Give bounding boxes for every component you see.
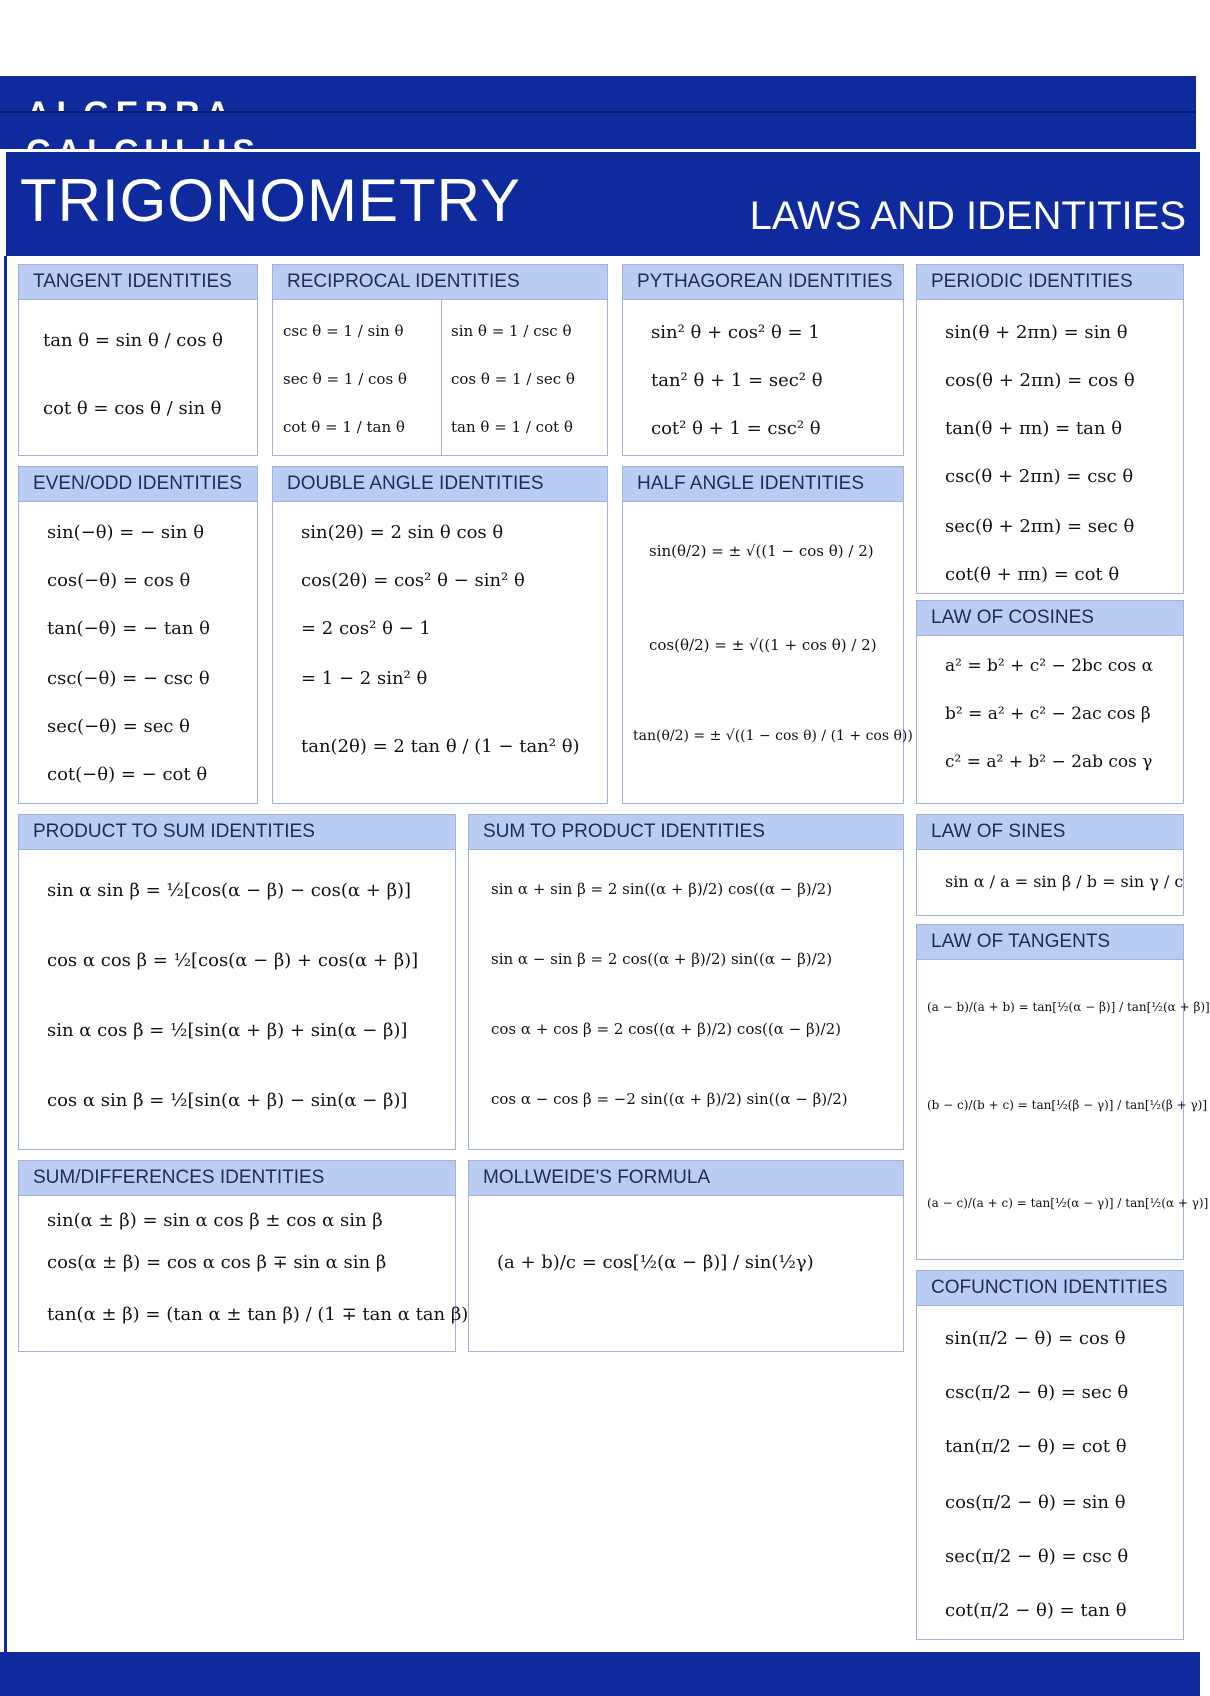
panel-law-of-tangents bbox=[916, 924, 1210, 1260]
ghost-calculus bbox=[26, 134, 261, 149]
formula: csc(π/2 − θ) = sec θ bbox=[945, 1382, 1129, 1403]
panel-law-of-sines bbox=[916, 814, 1184, 916]
formula: cos(π/2 − θ) = sin θ bbox=[945, 1492, 1126, 1513]
formula: sin α / a = sin β / b = sin γ / c bbox=[945, 872, 1184, 891]
formula: cot² θ + 1 = csc² θ bbox=[651, 418, 821, 439]
panel-heading: SUM TO PRODUCT IDENTITIES bbox=[469, 815, 903, 850]
panel-heading: SUM/DIFFERENCES IDENTITIES bbox=[19, 1161, 455, 1196]
formula: tan(−θ) = − tan θ bbox=[47, 618, 210, 639]
panel-heading: PYTHAGOREAN IDENTITIES bbox=[623, 265, 903, 300]
formula: sec(−θ) = sec θ bbox=[47, 716, 190, 737]
formula: cos α cos β = ½[cos(α − β) + cos(α + β)] bbox=[47, 950, 419, 971]
panel-periodic-identities bbox=[916, 264, 1184, 594]
panel-heading: HALF ANGLE IDENTITIES bbox=[623, 467, 903, 502]
formula: sin α + sin β = 2 sin((α + β)/2) cos((α − β)/2) bbox=[491, 880, 833, 898]
formula: csc(−θ) = − csc θ bbox=[47, 668, 210, 689]
panel-heading: DOUBLE ANGLE IDENTITIES bbox=[273, 467, 607, 502]
panel-heading: LAW OF COSINES bbox=[917, 601, 1183, 636]
formula: (a + b)/c = cos[½(α − β)] / sin(½γ) bbox=[497, 1252, 814, 1273]
panel-heading: LAW OF TANGENTS bbox=[917, 925, 1183, 960]
panel-body bbox=[273, 300, 607, 456]
panel-heading: PERIODIC IDENTITIES bbox=[917, 265, 1183, 300]
panel-tangent-identities bbox=[18, 264, 258, 456]
panel-sum-differences-identities bbox=[18, 1160, 469, 1352]
formula: sec(π/2 − θ) = csc θ bbox=[945, 1546, 1129, 1567]
formula: cot(π/2 − θ) = tan θ bbox=[945, 1600, 1127, 1621]
page-title: TRIGONOMETRY bbox=[20, 167, 521, 234]
panel-even-odd-identities bbox=[18, 466, 258, 804]
formula: csc θ = 1 / sin θ bbox=[283, 322, 404, 340]
formula: cos α + cos β = 2 cos((α + β)/2) cos((α − β)/2) bbox=[491, 1020, 841, 1038]
formula: cos(2θ) = cos² θ − sin² θ bbox=[301, 570, 525, 591]
formula: c² = a² + b² − 2ab cos γ bbox=[945, 752, 1153, 772]
formula: sin(−θ) = − sin θ bbox=[47, 522, 205, 543]
formula: tan θ = 1 / cot θ bbox=[451, 418, 573, 436]
formula: sin(θ/2) = ± √((1 − cos θ) / 2) bbox=[649, 542, 874, 560]
formula: cot(−θ) = − cot θ bbox=[47, 764, 208, 785]
formula: cos(θ/2) = ± √((1 + cos θ) / 2) bbox=[649, 636, 877, 654]
panel-cofunction-identities bbox=[916, 1270, 1184, 1640]
formula: cot(θ + πn) = cot θ bbox=[945, 564, 1120, 585]
panel-heading: COFUNCTION IDENTITIES bbox=[917, 1271, 1183, 1306]
formula: cos(θ + 2πn) = cos θ bbox=[945, 370, 1135, 391]
formula: tan(θ/2) = ± √((1 − cos θ) / (1 + cos θ)) bbox=[633, 728, 913, 744]
formula: cot θ = cos θ / sin θ bbox=[43, 398, 222, 419]
formula: sin(2θ) = 2 sin θ cos θ bbox=[301, 522, 504, 543]
formula: a² = b² + c² − 2bc cos α bbox=[945, 656, 1154, 676]
formula: tan(π/2 − θ) = cot θ bbox=[945, 1436, 1127, 1457]
formula: sin(α ± β) = sin α cos β ± cos α sin β bbox=[47, 1210, 383, 1231]
formula: sec(θ + 2πn) = sec θ bbox=[945, 516, 1135, 537]
panel-heading: RECIPROCAL IDENTITIES bbox=[273, 265, 607, 300]
panel-half-angle-identities bbox=[622, 466, 913, 804]
panel-sum-to-product-identities bbox=[468, 814, 904, 1150]
formula: cos(−θ) = cos θ bbox=[47, 570, 191, 591]
formula: csc(θ + 2πn) = csc θ bbox=[945, 466, 1134, 487]
panel-heading: TANGENT IDENTITIES bbox=[19, 265, 257, 300]
panel-heading: PRODUCT TO SUM IDENTITIES bbox=[19, 815, 455, 850]
formula: tan² θ + 1 = sec² θ bbox=[651, 370, 823, 391]
formula: tan θ = sin θ / cos θ bbox=[43, 330, 224, 351]
formula: cot θ = 1 / tan θ bbox=[283, 418, 405, 436]
formula: sin α cos β = ½[sin(α + β) + sin(α − β)] bbox=[47, 1020, 408, 1041]
formula: b² = a² + c² − 2ac cos β bbox=[945, 704, 1151, 724]
panel-law-of-cosines bbox=[916, 600, 1184, 804]
formula: (a − c)/(a + c) = tan[½(α − γ)] / tan[½(α + γ)] bbox=[927, 1196, 1209, 1210]
page-header bbox=[6, 152, 1200, 256]
formula: sin² θ + cos² θ = 1 bbox=[651, 322, 820, 343]
formula: sin(π/2 − θ) = cos θ bbox=[945, 1328, 1126, 1349]
panel-mollweide-formula bbox=[468, 1160, 904, 1352]
formula: tan(2θ) = 2 tan θ / (1 − tan² θ) bbox=[301, 736, 580, 757]
formula: = 2 cos² θ − 1 bbox=[301, 618, 431, 639]
panel-reciprocal-identities bbox=[272, 264, 608, 456]
formula: cos θ = 1 / sec θ bbox=[451, 370, 575, 388]
formula: sin α − sin β = 2 cos((α + β)/2) sin((α − β)/2) bbox=[491, 950, 833, 968]
formula: cos α sin β = ½[sin(α + β) − sin(α − β)] bbox=[47, 1090, 408, 1111]
panel-pythagorean-identities bbox=[622, 264, 904, 456]
formula: = 1 − 2 sin² θ bbox=[301, 668, 428, 689]
formula: cos(α ± β) = cos α cos β ∓ sin α sin β bbox=[47, 1252, 387, 1273]
panel-double-angle-identities bbox=[272, 466, 608, 804]
formula: (b − c)/(b + c) = tan[½(β − γ)] / tan[½(β + γ)] bbox=[927, 1098, 1208, 1112]
ghost-algebra bbox=[26, 96, 236, 112]
formula: sin θ = 1 / csc θ bbox=[451, 322, 572, 340]
formula: tan(θ + πn) = tan θ bbox=[945, 418, 1123, 439]
left-rule bbox=[4, 256, 7, 1652]
formula: sin(θ + 2πn) = sin θ bbox=[945, 322, 1128, 343]
page-subtitle: LAWS AND IDENTITIES bbox=[749, 194, 1186, 238]
panel-heading: MOLLWEIDE'S FORMULA bbox=[469, 1161, 903, 1196]
formula: tan(α ± β) = (tan α ± tan β) / (1 ∓ tan α tan β) bbox=[47, 1304, 469, 1325]
formula: (a − b)/(a + b) = tan[½(α − β)] / tan[½(α + β)] bbox=[927, 1000, 1210, 1014]
formula: cos α − cos β = −2 sin((α + β)/2) sin((α − β)/2) bbox=[491, 1090, 848, 1108]
formula: sec θ = 1 / cos θ bbox=[283, 370, 407, 388]
panel-heading: EVEN/ODD IDENTITIES bbox=[19, 467, 257, 502]
column-divider bbox=[441, 300, 442, 456]
panel-product-to-sum-identities bbox=[18, 814, 456, 1150]
panel-heading: LAW OF SINES bbox=[917, 815, 1183, 850]
page-footer bbox=[0, 1652, 1200, 1696]
formula: sin α sin β = ½[cos(α − β) − cos(α + β)] bbox=[47, 880, 412, 901]
